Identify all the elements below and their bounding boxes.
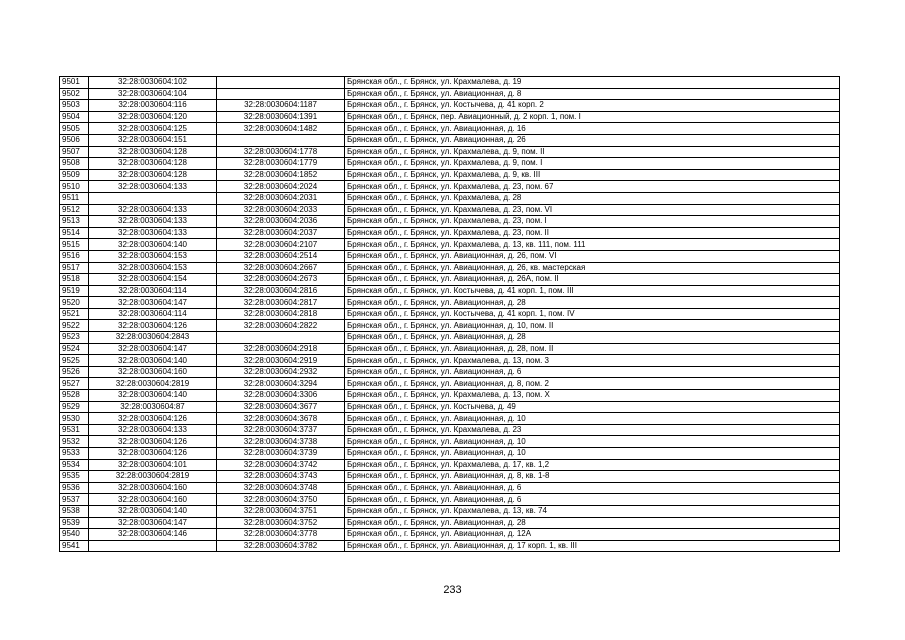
parcel-cadastral-cell: 32:28:0030604:114 xyxy=(89,308,217,320)
table-row xyxy=(60,448,840,460)
parcel-cadastral-cell: 32:28:0030604:133 xyxy=(89,216,217,228)
row-number-cell: 9522 xyxy=(60,320,89,332)
object-cadastral-cell: 32:28:0030604:2031 xyxy=(217,192,345,204)
address-cell: Брянская обл., г. Брянск, ул. Авиационная, д. 26 xyxy=(345,134,840,146)
row-number-cell: 9513 xyxy=(60,216,89,228)
parcel-cadastral-cell: 32:28:0030604:147 xyxy=(89,517,217,529)
table-row xyxy=(60,401,840,413)
row-number-cell: 9523 xyxy=(60,332,89,344)
object-cadastral-cell: 32:28:0030604:2817 xyxy=(217,297,345,309)
object-cadastral-cell: 32:28:0030604:3782 xyxy=(217,540,345,552)
object-cadastral-cell: 32:28:0030604:3678 xyxy=(217,413,345,425)
row-number-cell: 9536 xyxy=(60,482,89,494)
table-row xyxy=(60,192,840,204)
parcel-cadastral-cell: 32:28:0030604:126 xyxy=(89,448,217,460)
address-cell: Брянская обл., г. Брянск, ул. Крахмалева, д. 9, кв. III xyxy=(345,169,840,181)
row-number-cell: 9515 xyxy=(60,239,89,251)
table-row xyxy=(60,181,840,193)
address-cell: Брянская обл., г. Брянск, ул. Костычева, д. 41 корп. 1, пом. III xyxy=(345,285,840,297)
row-number-cell: 9517 xyxy=(60,262,89,274)
parcel-cadastral-cell: 32:28:0030604:102 xyxy=(89,77,217,89)
table-row xyxy=(60,88,840,100)
table-row xyxy=(60,146,840,158)
object-cadastral-cell: 32:28:0030604:1482 xyxy=(217,123,345,135)
row-number-cell: 9520 xyxy=(60,297,89,309)
object-cadastral-cell: 32:28:0030604:3742 xyxy=(217,459,345,471)
row-number-cell: 9535 xyxy=(60,471,89,483)
parcel-cadastral-cell: 32:28:0030604:2843 xyxy=(89,332,217,344)
row-number-cell: 9539 xyxy=(60,517,89,529)
object-cadastral-cell: 32:28:0030604:2919 xyxy=(217,355,345,367)
row-number-cell: 9527 xyxy=(60,378,89,390)
table-row xyxy=(60,169,840,181)
parcel-cadastral-cell: 32:28:0030604:128 xyxy=(89,158,217,170)
table-row xyxy=(60,308,840,320)
object-cadastral-cell: 32:28:0030604:3294 xyxy=(217,378,345,390)
object-cadastral-cell: 32:28:0030604:1187 xyxy=(217,100,345,112)
parcel-cadastral-cell: 32:28:0030604:154 xyxy=(89,274,217,286)
object-cadastral-cell xyxy=(217,77,345,89)
table-row xyxy=(60,494,840,506)
object-cadastral-cell: 32:28:0030604:3748 xyxy=(217,482,345,494)
object-cadastral-cell: 32:28:0030604:3752 xyxy=(217,517,345,529)
parcel-cadastral-cell xyxy=(89,540,217,552)
row-number-cell: 9540 xyxy=(60,529,89,541)
row-number-cell: 9530 xyxy=(60,413,89,425)
parcel-cadastral-cell: 32:28:0030604:140 xyxy=(89,239,217,251)
row-number-cell: 9505 xyxy=(60,123,89,135)
table-row xyxy=(60,332,840,344)
table-row xyxy=(60,158,840,170)
row-number-cell: 9516 xyxy=(60,250,89,262)
parcel-cadastral-cell: 32:28:0030604:126 xyxy=(89,436,217,448)
parcel-cadastral-cell: 32:28:0030604:151 xyxy=(89,134,217,146)
object-cadastral-cell: 32:28:0030604:2932 xyxy=(217,366,345,378)
parcel-cadastral-cell: 32:28:0030604:101 xyxy=(89,459,217,471)
row-number-cell: 9506 xyxy=(60,134,89,146)
row-number-cell: 9518 xyxy=(60,274,89,286)
address-cell: Брянская обл., г. Брянск, ул. Костычева, д. 41 корп. 1, пом. IV xyxy=(345,308,840,320)
row-number-cell: 9514 xyxy=(60,227,89,239)
parcel-cadastral-cell: 32:28:0030604:147 xyxy=(89,297,217,309)
parcel-cadastral-cell: 32:28:0030604:126 xyxy=(89,413,217,425)
parcel-cadastral-cell: 32:28:0030604:140 xyxy=(89,390,217,402)
address-cell: Брянская обл., г. Брянск, ул. Авиационная, д. 12А xyxy=(345,529,840,541)
address-cell: Брянская обл., г. Брянск, ул. Крахмалева, д. 13, пом. 3 xyxy=(345,355,840,367)
parcel-cadastral-cell: 32:28:0030604:160 xyxy=(89,494,217,506)
parcel-cadastral-cell: 32:28:0030604:133 xyxy=(89,204,217,216)
address-cell: Брянская обл., г. Брянск, ул. Крахмалева, д. 23, пом. I xyxy=(345,216,840,228)
parcel-cadastral-cell: 32:28:0030604:133 xyxy=(89,181,217,193)
parcel-cadastral-cell: 32:28:0030604:126 xyxy=(89,320,217,332)
parcel-cadastral-cell: 32:28:0030604:114 xyxy=(89,285,217,297)
table-row xyxy=(60,529,840,541)
address-cell: Брянская обл., г. Брянск, ул. Авиационная, д. 8, кв. 1-8 xyxy=(345,471,840,483)
page-number: 233 xyxy=(443,584,462,596)
address-cell: Брянская обл., г. Брянск, ул. Авиационная, д. 10 xyxy=(345,413,840,425)
row-number-cell: 9528 xyxy=(60,390,89,402)
object-cadastral-cell: 32:28:0030604:2033 xyxy=(217,204,345,216)
address-cell: Брянская обл., г. Брянск, ул. Авиационная, д. 26, пом. VI xyxy=(345,250,840,262)
address-cell: Брянская обл., г. Брянск, ул. Крахмалева, д. 9, пом. I xyxy=(345,158,840,170)
table-row xyxy=(60,262,840,274)
address-cell: Брянская обл., г. Брянск, ул. Крахмалева, д. 23, пом. VI xyxy=(345,204,840,216)
parcel-cadastral-cell: 32:28:0030604:140 xyxy=(89,505,217,517)
table-row xyxy=(60,285,840,297)
row-number-cell: 9501 xyxy=(60,77,89,89)
table-row xyxy=(60,227,840,239)
address-cell: Брянская обл., г. Брянск, ул. Авиационная, д. 28 xyxy=(345,517,840,529)
parcel-cadastral-cell: 32:28:0030604:128 xyxy=(89,146,217,158)
table-row xyxy=(60,378,840,390)
table-row xyxy=(60,355,840,367)
object-cadastral-cell xyxy=(217,332,345,344)
address-cell: Брянская обл., г. Брянск, ул. Авиационная, д. 10, пом. II xyxy=(345,320,840,332)
row-number-cell: 9532 xyxy=(60,436,89,448)
address-cell: Брянская обл., г. Брянск, пер. Авиационный, д. 2 корп. 1, пом. I xyxy=(345,111,840,123)
parcel-cadastral-cell: 32:28:0030604:2819 xyxy=(89,378,217,390)
row-number-cell: 9537 xyxy=(60,494,89,506)
address-cell: Брянская обл., г. Брянск, ул. Авиационная, д. 16 xyxy=(345,123,840,135)
table-row xyxy=(60,297,840,309)
parcel-cadastral-cell: 32:28:0030604:133 xyxy=(89,227,217,239)
object-cadastral-cell: 32:28:0030604:2036 xyxy=(217,216,345,228)
address-cell: Брянская обл., г. Брянск, ул. Авиационная, д. 10 xyxy=(345,448,840,460)
table-row xyxy=(60,250,840,262)
address-cell: Брянская обл., г. Брянск, ул. Авиационная, д. 26, кв. мастерская xyxy=(345,262,840,274)
object-cadastral-cell: 32:28:0030604:3739 xyxy=(217,448,345,460)
table-row xyxy=(60,540,840,552)
parcel-cadastral-cell: 32:28:0030604:87 xyxy=(89,401,217,413)
object-cadastral-cell: 32:28:0030604:3738 xyxy=(217,436,345,448)
address-cell: Брянская обл., г. Брянск, ул. Авиационная, д. 28 xyxy=(345,332,840,344)
row-number-cell: 9531 xyxy=(60,424,89,436)
address-cell: Брянская обл., г. Брянск, ул. Костычева, д. 41 корп. 2 xyxy=(345,100,840,112)
object-cadastral-cell: 32:28:0030604:2816 xyxy=(217,285,345,297)
row-number-cell: 9541 xyxy=(60,540,89,552)
table-row xyxy=(60,77,840,89)
table-row xyxy=(60,390,840,402)
object-cadastral-cell: 32:28:0030604:1852 xyxy=(217,169,345,181)
parcel-cadastral-cell: 32:28:0030604:2819 xyxy=(89,471,217,483)
table-row xyxy=(60,505,840,517)
table-row xyxy=(60,123,840,135)
address-cell: Брянская обл., г. Брянск, ул. Костычева, д. 49 xyxy=(345,401,840,413)
parcel-cadastral-cell xyxy=(89,192,217,204)
row-number-cell: 9509 xyxy=(60,169,89,181)
address-cell: Брянская обл., г. Брянск, ул. Крахмалева, д. 13, пом. X xyxy=(345,390,840,402)
object-cadastral-cell xyxy=(217,88,345,100)
object-cadastral-cell: 32:28:0030604:3743 xyxy=(217,471,345,483)
parcel-cadastral-cell: 32:28:0030604:153 xyxy=(89,250,217,262)
address-cell: Брянская обл., г. Брянск, ул. Авиационная, д. 10 xyxy=(345,436,840,448)
address-cell: Брянская обл., г. Брянск, ул. Авиационная, д. 28, пом. II xyxy=(345,343,840,355)
row-number-cell: 9521 xyxy=(60,308,89,320)
row-number-cell: 9526 xyxy=(60,366,89,378)
object-cadastral-cell: 32:28:0030604:3750 xyxy=(217,494,345,506)
table-row xyxy=(60,216,840,228)
row-number-cell: 9504 xyxy=(60,111,89,123)
row-number-cell: 9503 xyxy=(60,100,89,112)
address-cell: Брянская обл., г. Брянск, ул. Крахмалева, д. 19 xyxy=(345,77,840,89)
object-cadastral-cell: 32:28:0030604:1779 xyxy=(217,158,345,170)
parcel-cadastral-cell: 32:28:0030604:133 xyxy=(89,424,217,436)
row-number-cell: 9512 xyxy=(60,204,89,216)
parcel-cadastral-cell: 32:28:0030604:160 xyxy=(89,482,217,494)
registry-table xyxy=(59,76,840,552)
parcel-cadastral-cell: 32:28:0030604:140 xyxy=(89,355,217,367)
table-row xyxy=(60,320,840,332)
parcel-cadastral-cell: 32:28:0030604:104 xyxy=(89,88,217,100)
object-cadastral-cell: 32:28:0030604:3737 xyxy=(217,424,345,436)
address-cell: Брянская обл., г. Брянск, ул. Крахмалева, д. 13, кв. 111, пом. 111 xyxy=(345,239,840,251)
table-row xyxy=(60,274,840,286)
object-cadastral-cell: 32:28:0030604:2514 xyxy=(217,250,345,262)
object-cadastral-cell: 32:28:0030604:1778 xyxy=(217,146,345,158)
table-row xyxy=(60,436,840,448)
row-number-cell: 9508 xyxy=(60,158,89,170)
object-cadastral-cell: 32:28:0030604:2918 xyxy=(217,343,345,355)
row-number-cell: 9538 xyxy=(60,505,89,517)
parcel-cadastral-cell: 32:28:0030604:128 xyxy=(89,169,217,181)
object-cadastral-cell: 32:28:0030604:2024 xyxy=(217,181,345,193)
row-number-cell: 9507 xyxy=(60,146,89,158)
table-row xyxy=(60,204,840,216)
object-cadastral-cell: 32:28:0030604:2667 xyxy=(217,262,345,274)
row-number-cell: 9511 xyxy=(60,192,89,204)
registry-table-body xyxy=(60,77,840,552)
row-number-cell: 9529 xyxy=(60,401,89,413)
address-cell: Брянская обл., г. Брянск, ул. Крахмалева, д. 23, пом. 67 xyxy=(345,181,840,193)
row-number-cell: 9524 xyxy=(60,343,89,355)
address-cell: Брянская обл., г. Брянск, ул. Крахмалева, д. 23 xyxy=(345,424,840,436)
address-cell: Брянская обл., г. Брянск, ул. Авиационная, д. 8, пом. 2 xyxy=(345,378,840,390)
parcel-cadastral-cell: 32:28:0030604:147 xyxy=(89,343,217,355)
table-row xyxy=(60,111,840,123)
parcel-cadastral-cell: 32:28:0030604:125 xyxy=(89,123,217,135)
object-cadastral-cell: 32:28:0030604:2822 xyxy=(217,320,345,332)
parcel-cadastral-cell: 32:28:0030604:146 xyxy=(89,529,217,541)
table-row xyxy=(60,471,840,483)
address-cell: Брянская обл., г. Брянск, ул. Авиационная, д. 6 xyxy=(345,366,840,378)
object-cadastral-cell: 32:28:0030604:3751 xyxy=(217,505,345,517)
table-row xyxy=(60,517,840,529)
address-cell: Брянская обл., г. Брянск, ул. Крахмалева, д. 17, кв. 1,2 xyxy=(345,459,840,471)
address-cell: Брянская обл., г. Брянск, ул. Авиационная, д. 28 xyxy=(345,297,840,309)
address-cell: Брянская обл., г. Брянск, ул. Авиационная, д. 6 xyxy=(345,494,840,506)
table-row xyxy=(60,424,840,436)
address-cell: Брянская обл., г. Брянск, ул. Авиационная, д. 8 xyxy=(345,88,840,100)
address-cell: Брянская обл., г. Брянск, ул. Крахмалева, д. 28 xyxy=(345,192,840,204)
row-number-cell: 9533 xyxy=(60,448,89,460)
address-cell: Брянская обл., г. Брянск, ул. Крахмалева, д. 13, кв. 74 xyxy=(345,505,840,517)
table-row xyxy=(60,459,840,471)
table-row xyxy=(60,366,840,378)
address-cell: Брянская обл., г. Брянск, ул. Авиационная, д. 26А, пом. II xyxy=(345,274,840,286)
address-cell: Брянская обл., г. Брянск, ул. Авиационная, д. 17 корп. 1, кв. III xyxy=(345,540,840,552)
table-row xyxy=(60,413,840,425)
row-number-cell: 9525 xyxy=(60,355,89,367)
address-cell: Брянская обл., г. Брянск, ул. Крахмалева, д. 9, пом. II xyxy=(345,146,840,158)
parcel-cadastral-cell: 32:28:0030604:160 xyxy=(89,366,217,378)
table-row xyxy=(60,134,840,146)
object-cadastral-cell: 32:28:0030604:2107 xyxy=(217,239,345,251)
table-row xyxy=(60,239,840,251)
row-number-cell: 9502 xyxy=(60,88,89,100)
object-cadastral-cell: 32:28:0030604:2037 xyxy=(217,227,345,239)
table-row xyxy=(60,100,840,112)
object-cadastral-cell xyxy=(217,134,345,146)
parcel-cadastral-cell: 32:28:0030604:120 xyxy=(89,111,217,123)
object-cadastral-cell: 32:28:0030604:2673 xyxy=(217,274,345,286)
object-cadastral-cell: 32:28:0030604:2818 xyxy=(217,308,345,320)
object-cadastral-cell: 32:28:0030604:3778 xyxy=(217,529,345,541)
parcel-cadastral-cell: 32:28:0030604:153 xyxy=(89,262,217,274)
address-cell: Брянская обл., г. Брянск, ул. Авиационная, д. 6 xyxy=(345,482,840,494)
object-cadastral-cell: 32:28:0030604:3306 xyxy=(217,390,345,402)
row-number-cell: 9510 xyxy=(60,181,89,193)
table-row xyxy=(60,343,840,355)
row-number-cell: 9534 xyxy=(60,459,89,471)
object-cadastral-cell: 32:28:0030604:1391 xyxy=(217,111,345,123)
parcel-cadastral-cell: 32:28:0030604:116 xyxy=(89,100,217,112)
address-cell: Брянская обл., г. Брянск, ул. Крахмалева, д. 23, пом. II xyxy=(345,227,840,239)
row-number-cell: 9519 xyxy=(60,285,89,297)
object-cadastral-cell: 32:28:0030604:3677 xyxy=(217,401,345,413)
table-row xyxy=(60,482,840,494)
